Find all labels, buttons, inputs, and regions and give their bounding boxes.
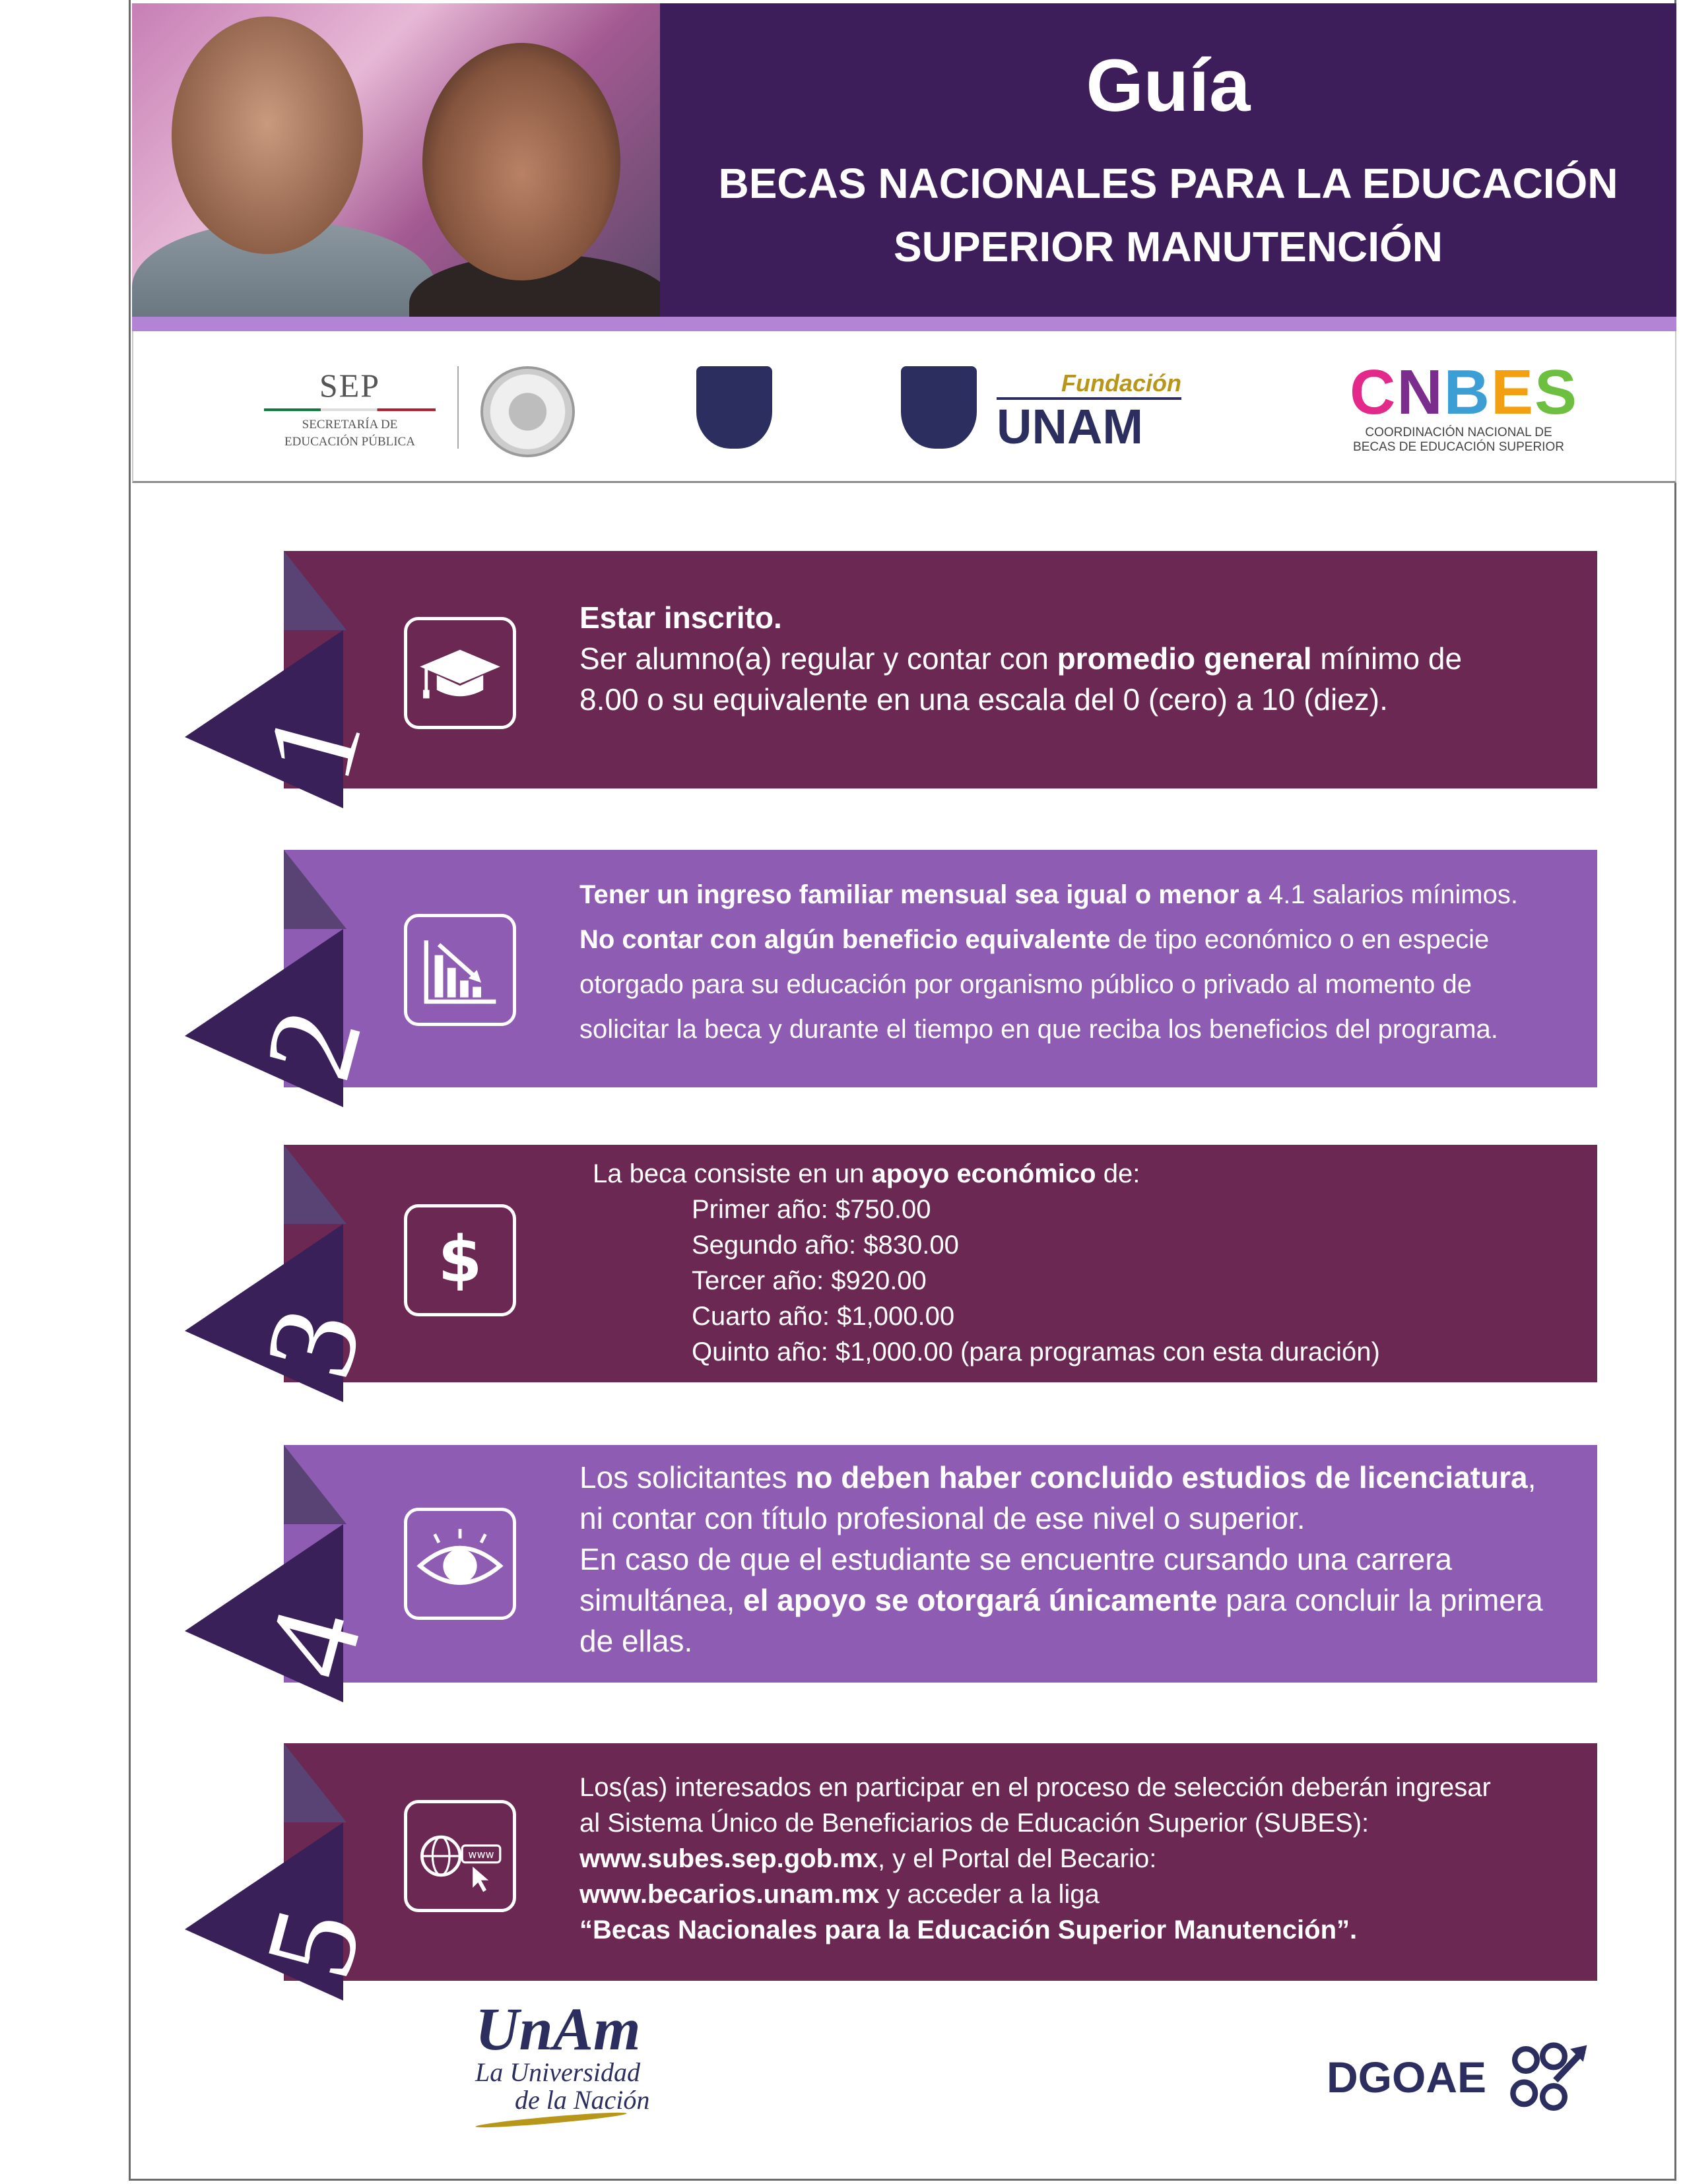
cnbes-logo: CNBES COORDINACIÓN NACIONAL DE BECAS DE EDUCACIÓN SUPERIOR xyxy=(1350,357,1579,454)
amount-year-1: Primer año: $750.00 xyxy=(692,1195,931,1224)
amount-year-5: Quinto año: $1,000.00 (para programas con esta duración) xyxy=(692,1337,1380,1366)
students-photo xyxy=(132,3,660,317)
sep-logo: SEP SECRETARÍA DE EDUCACIÓN PÚBLICA xyxy=(264,366,436,451)
subes-link[interactable]: www.subes.sep.gob.mx xyxy=(579,1844,878,1873)
svg-text:$: $ xyxy=(438,1223,482,1297)
step-4-text: Los solicitantes no deben haber concluido estudios de licenciatura, ni contar con título profesional de ese nivel o superior. En caso de que el estudiante se encuentre cursando una carrera simultánea, el apoyo se otorgará únicamente para concluir la primera de ellas. xyxy=(579,1460,1543,1658)
amount-year-2: Segundo año: $830.00 xyxy=(692,1231,959,1260)
amount-year-3: Tercer año: $920.00 xyxy=(692,1266,927,1295)
mexico-coat-of-arms-icon xyxy=(480,366,575,457)
unam-shield-icon xyxy=(696,366,772,449)
page-subtitle: BECAS NACIONALES PARA LA EDUCACIÓN SUPERIOR MANUTENCIÓN xyxy=(718,160,1618,271)
becarios-link[interactable]: www.becarios.unam.mx xyxy=(579,1880,880,1909)
dollar-sign-icon xyxy=(404,1204,516,1316)
accent-bar xyxy=(132,317,1676,331)
title-panel xyxy=(660,3,1676,317)
logo-divider xyxy=(457,366,459,449)
unam-nacion-logo: UnAm La Universidad de la Nación xyxy=(475,1999,660,2144)
amount-year-4: Cuarto año: $1,000.00 xyxy=(692,1302,955,1331)
eye-icon xyxy=(404,1508,516,1620)
step-4-number: 4 xyxy=(238,1594,389,1692)
page-title: Guía xyxy=(1086,44,1251,127)
globe-www-icon xyxy=(404,1800,516,1912)
step-1-text: Estar inscrito. Ser alumno(a) regular y contar con promedio general mínimo de 8.00 o su equivalente en una escala del 0 (cero) a 10 (diez). xyxy=(579,600,1463,717)
dgoae-logo-text: DGOAE xyxy=(1327,2053,1487,2102)
step-3-number: 3 xyxy=(238,1294,389,1392)
step-2-number: 2 xyxy=(238,996,389,1093)
declining-chart-icon xyxy=(404,914,516,1026)
step-5-text: Los(as) interesados en participar en el proceso de selección deberán ingresar al Sistema Único de Beneficiarios de Educación Superior (SUBES): www.subes.sep.gob.mx, y el Portal del Becario: www.becarios.unam.mx y acceder a la liga “Becas Nacionales para la Educación Superior Manutención”. xyxy=(579,1773,1491,1944)
fundacion-unam-logo: Fundación UNAM xyxy=(997,369,1181,454)
dgoae-mark-icon xyxy=(1498,2032,1591,2125)
program-link-name: “Becas Nacionales para la Educación Superior Manutención”. xyxy=(579,1915,1358,1944)
svg-text:www: www xyxy=(468,1848,494,1861)
step-2-text: Tener un ingreso familiar mensual sea igual o menor a 4.1 salarios mínimos. No contar con algún beneficio equivalente de tipo económico o en especie otorgado para su educación por organismo público o privado al momento de solicitar la beca y durante el tiempo en que reciba los beneficios del programa. xyxy=(579,880,1518,1044)
step-5-number: 5 xyxy=(238,1894,389,1992)
step-3-text: La beca consiste en un apoyo económico de: Primer año: $750.00 Segundo año: $830.00 Tercer año: $920.00 Cuarto año: $1,000.00 Quinto año: $1,000.00 (para programas con esta duración) xyxy=(593,1156,1380,1370)
step-1-number: 1 xyxy=(238,697,389,794)
graduation-cap-icon xyxy=(404,617,516,729)
fundacion-unam-shield-icon xyxy=(901,366,977,449)
